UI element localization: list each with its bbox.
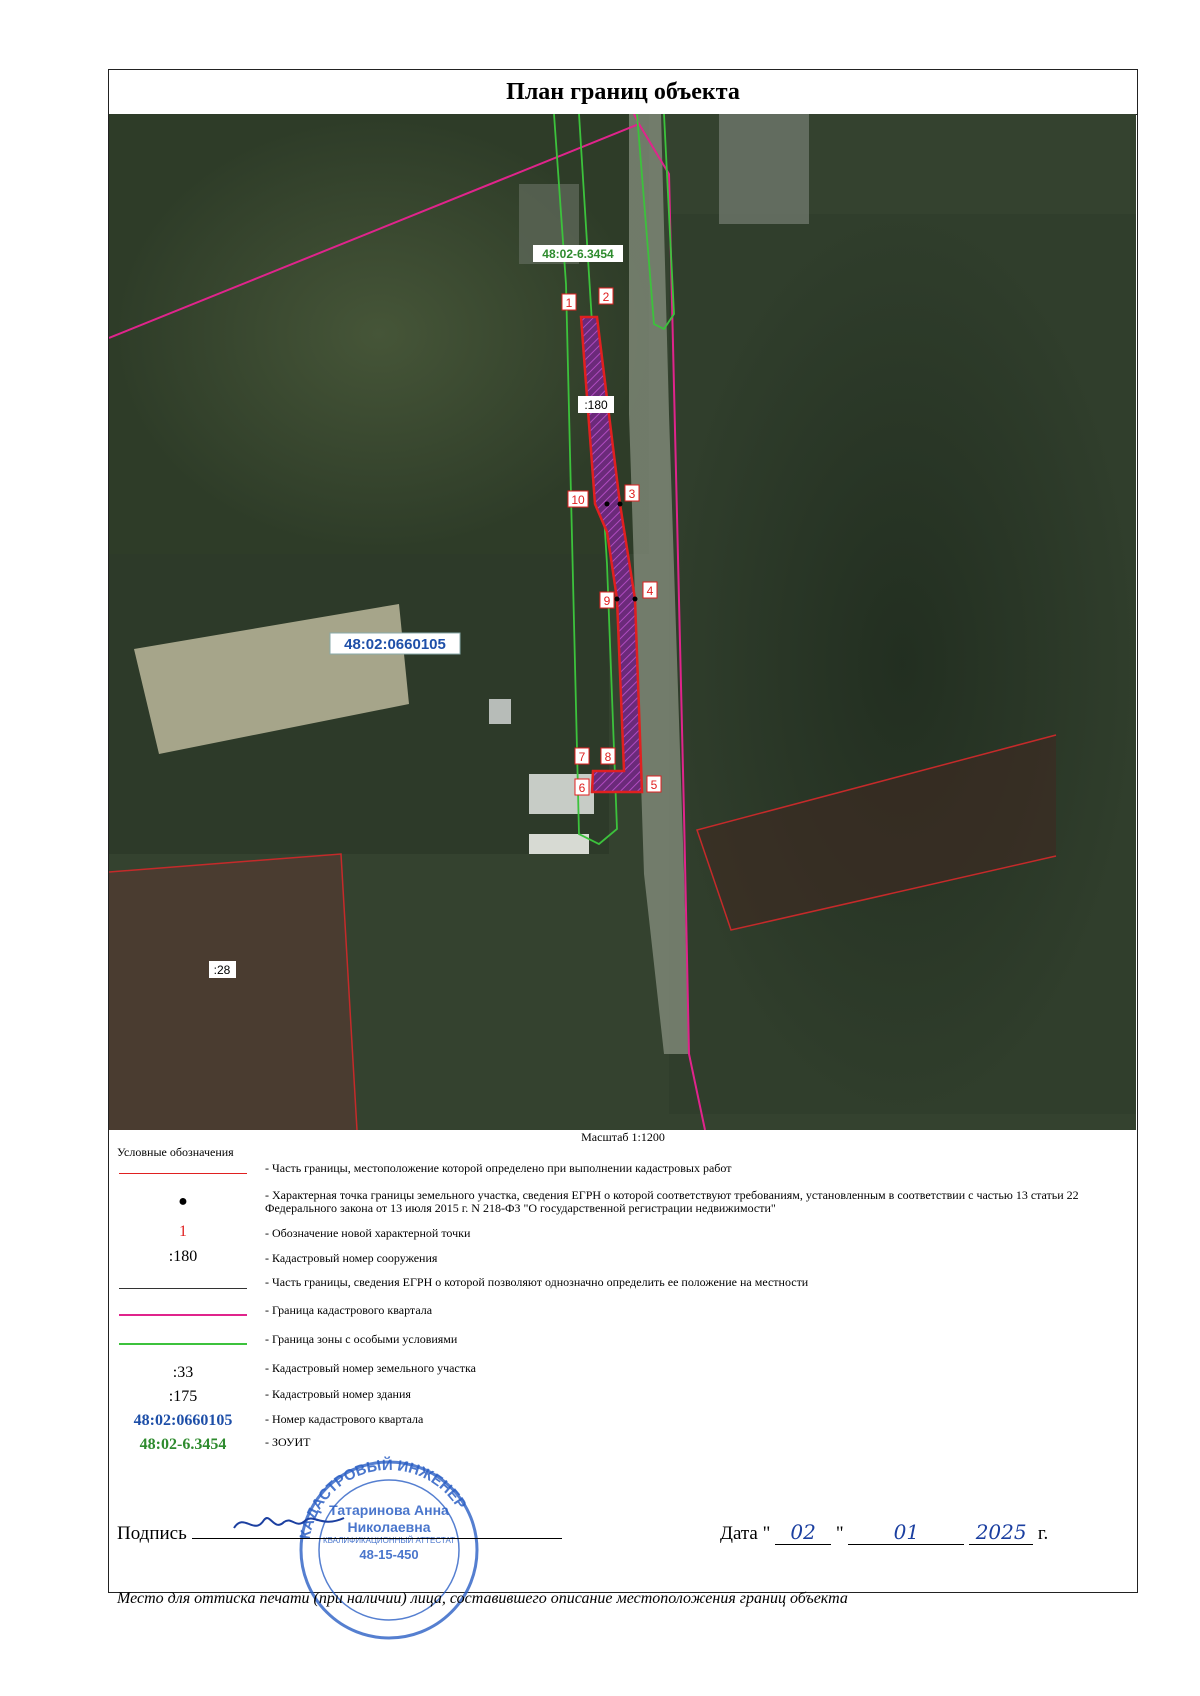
point-6-label: 6 [578,781,586,795]
stamp-cert-number: 48-15-450 [359,1547,419,1562]
legend-text: - Часть границы, местоположение которой определено при выполнении кадастровых работ [265,1161,732,1175]
plan-frame [108,69,1138,1607]
signature-field [192,1520,562,1539]
date-day: 02 [775,1520,831,1545]
legend-new-boundary-line [119,1173,247,1174]
plan-title: План границ объекта [109,70,1137,115]
legend-zouit-symbol: 48:02-6.3454 [139,1436,227,1453]
legend-building-symbol: :175 [168,1388,198,1405]
date-suffix: г. [1037,1523,1049,1544]
legend-point-symbol: ● [178,1193,188,1210]
legend-text: - Часть границы, сведения ЕГРН о которой позволяют однозначно определить ее положение на местности [265,1275,809,1289]
legend-text: - Характерная точка границы земельного участка, сведения ЕГРН о которой соответствуют требованиям, установленным в соответствии с частью 13 статьи 22 Федерального закона от 13 июля 2015 г. N 218-ФЗ "О государственной регистрации недвижимости" [265,1188,1079,1215]
zouit-label: 48:02-6.3454 [542,247,614,261]
signature-row: Подпись Дата " 02 " 01 2025 г. [117,1520,1127,1545]
legend-text: - ЗОУИТ [265,1435,311,1449]
building [529,834,589,854]
legend-text: - Номер кадастрового квартала [265,1412,424,1426]
point-8-label: 8 [604,750,612,764]
point-2-label: 2 [602,290,610,304]
legend-new-point-symbol: 1 [179,1223,187,1240]
point-1-label: 1 [565,296,573,310]
structure-label: :180 [584,398,608,412]
point-5-label: 5 [650,778,658,792]
forest-area [669,214,1136,1114]
legend-quarter-symbol: 48:02:0660105 [133,1412,233,1429]
legend-text: - Кадастровый номер сооружения [265,1251,438,1265]
point-9-label: 9 [603,594,611,608]
map-scale: Масштаб 1:1200 [581,1130,665,1144]
legend-header: Условные обозначения [117,1145,234,1159]
signature-label: Подпись [117,1523,187,1544]
legend-text: - Обозначение новой характерной точки [265,1226,471,1240]
handwritten-signature [230,1506,350,1540]
date-year: 2025 [969,1520,1033,1545]
building [489,699,511,724]
point-4-label: 4 [646,584,654,598]
point-marker-10 [605,502,610,507]
legend-text: - Кадастровый номер здания [265,1387,411,1401]
building [719,114,809,224]
point-marker-9 [615,597,620,602]
legend-structure-symbol: :180 [168,1248,198,1265]
stamp-name: Татаринова Анна Николаевна [329,1502,449,1535]
stamp-ring-text: КАДАСТРОВЫЙ ИНЖЕНЕР [296,1456,470,1541]
map-svg [109,114,1136,1130]
parcel-label: :28 [213,963,231,977]
legend-text: - Граница кадастрового квартала [265,1303,433,1317]
stamp-place-note: Место для оттиска печати (при наличии) лица, составившего описание местоположения границ объекта [117,1590,848,1607]
legend-existing-boundary-line [119,1288,247,1289]
legend-quarter-boundary-line [119,1314,247,1316]
legend-text: - Граница зоны с особыми условиями [265,1332,458,1346]
stamp-cert-label: КВАЛИФИКАЦИОННЫЙ АТТЕСТАТ [322,1536,456,1545]
parcel-28 [109,854,357,1130]
point-3-label: 3 [628,487,636,501]
legend-text: - Кадастровый номер земельного участка [265,1361,476,1375]
point-marker-4 [633,597,638,602]
date-month: 01 [848,1520,964,1545]
point-7-label: 7 [578,750,586,764]
date-label: Дата [720,1523,758,1544]
legend-parcel-symbol: :33 [172,1364,194,1381]
quarter-label: 48:02:0660105 [344,636,446,653]
point-10-label: 10 [571,493,585,507]
point-marker-3 [618,502,623,507]
aerial-map [109,114,1136,1130]
legend-zone-boundary-line [119,1343,247,1345]
